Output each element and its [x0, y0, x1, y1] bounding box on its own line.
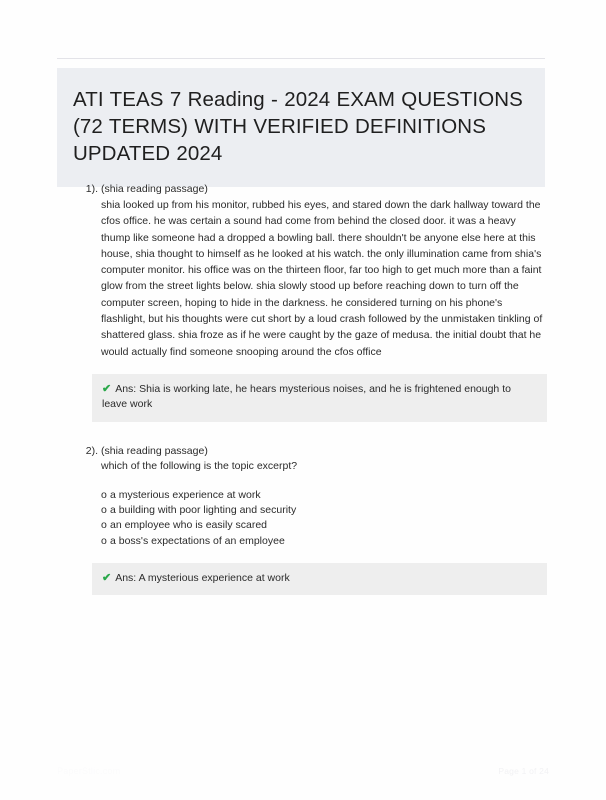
answer-box-1 — [92, 374, 547, 422]
question-number-2: 2). — [85, 444, 98, 457]
option-item[interactable] — [101, 488, 547, 503]
check-icon: ✔ — [102, 571, 112, 584]
document-title-banner — [57, 68, 545, 187]
page-title: ATI TEAS 7 Reading - 2024 EXAM QUESTIONS (72 TERMS) WITH VERIFIED DEFINITIONS UPDATED 2024 — [73, 88, 523, 165]
option-item[interactable] — [101, 503, 547, 518]
option-item[interactable] — [101, 518, 547, 533]
option-label: a building with poor lighting and security — [110, 504, 297, 517]
option-marker: o — [101, 504, 107, 517]
answer-text-row-2 — [102, 571, 537, 587]
answer-text-1: Ans: Shia is working late, he hears mysterious noises, and he is frightened enough to leave work — [102, 382, 511, 411]
option-item[interactable] — [101, 534, 547, 549]
options-list-2 — [101, 488, 547, 549]
option-label: a boss's expectations of an employee — [110, 534, 285, 547]
question-item-1 — [57, 182, 547, 360]
questions-container — [57, 182, 547, 595]
footer-page-number: Page 1 of 24 — [498, 766, 549, 776]
option-marker: o — [101, 488, 107, 501]
question-item-2 — [57, 444, 547, 549]
question-label-1: (shia reading passage) — [101, 183, 208, 195]
option-label: a mysterious experience at work — [110, 488, 261, 501]
answer-text-row-1 — [102, 382, 537, 413]
question-passage-1: shia looked up from his monitor, rubbed his eyes, and stared down the dark hallway toward the cfos office. he was certain a sound had come from behind the closed door. it was a heavy thump like someone had a dropped a bowling ball. there shouldn't be anyone else here at this house, shia thought to himself as he looked at his watch. the only illumination came from shia's computer monitor. his office was on the thirteen floor, far too high to get much more than a faint glow from the street lights below. shia slowly stood up before reaching down to turn off the computer screen, hoping to hide in the darkness. he considered turning on his phone's flashlight, but his thoughts were cut short by a loud crash followed by the unmistaken tinkling of shattered glass. shia froze as if he were caught by the gaze of medusa. the initial doubt that he would actually find someone snooping around the cfos office — [101, 199, 543, 358]
header-divider — [57, 58, 545, 59]
question-label-2: (shia reading passage) — [101, 444, 208, 457]
question-spacer — [57, 422, 547, 444]
check-icon: ✔ — [102, 382, 112, 395]
answer-box-2 — [92, 563, 547, 596]
footer-watermark: PaperStlic.com — [57, 766, 121, 776]
option-label: an employee who is easily scared — [110, 519, 267, 532]
option-marker: o — [101, 534, 107, 547]
question-number-1: 1). — [85, 183, 98, 195]
answer-text-2: Ans: A mysterious experience at work — [115, 571, 290, 584]
question-prompt-2: which of the following is the topic excerpt? — [101, 459, 298, 472]
option-marker: o — [101, 519, 107, 532]
